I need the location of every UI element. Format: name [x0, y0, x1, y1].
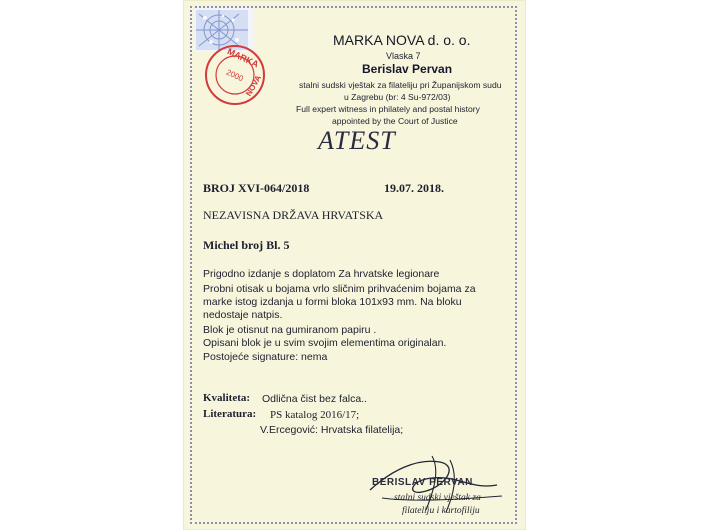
company-name: MARKA NOVA d. o. o. [333, 32, 471, 48]
literature-value-1: PS katalog 2016/17; [270, 409, 360, 421]
header-line-3: Full expert witness in philately and postal history [296, 104, 480, 114]
expert-name: Berislav Pervan [362, 62, 453, 76]
catalog-number: Michel broj Bl. 5 [203, 238, 290, 252]
quality-label: Kvaliteta: [203, 392, 251, 404]
desc-line: nedostaje natpis. [203, 309, 283, 321]
quality-value: Odlična čist bez falca.. [262, 393, 368, 405]
signature-name: BERISLAV PERVAN [372, 477, 473, 488]
certificate-date: 19.07. 2018. [384, 181, 444, 195]
literature-value-2: V.Ercegović: Hrvatska filatelija; [260, 424, 404, 436]
certificate-title: ATEST [318, 126, 396, 155]
desc-line: marke istog izdanja u formi bloka 101x93 mm. Na bloku [203, 296, 462, 308]
seal-center-text: 2000 [224, 67, 245, 84]
desc-line: Prigodno izdanje s doplatom Za hrvatske legionare [203, 268, 440, 280]
signature-line-1: stalni sudski vještak za [394, 493, 481, 503]
signature-line-2: filateliju i kartofiliju [402, 506, 480, 516]
company-address: Vlaska 7 [386, 51, 421, 61]
desc-line: Postojeće signature: nema [203, 351, 328, 363]
seal-top-text: MARKA [225, 46, 261, 70]
seal-bottom-text: NOVA [244, 73, 264, 98]
certificate-number: BROJ XVI-064/2018 [203, 181, 310, 195]
desc-line: Probni otisak u bojama vrlo sličnim prihvaćenim bojama za [203, 283, 476, 295]
country-heading: NEZAVISNA DRŽAVA HRVATSKA [203, 208, 384, 222]
literature-label: Literatura: [203, 408, 257, 420]
desc-line: Blok je otisnut na gumiranom papiru . [203, 324, 377, 336]
desc-line: Opisani blok je u svim svojim elementima originalan. [203, 337, 447, 349]
header-line-1: stalni sudski vještak za filateliju pri Županijskom sudu [299, 80, 502, 90]
header-line-4: appointed by the Court of Justice [332, 116, 458, 126]
header-line-2: u Zagrebu (br: 4 Su-972/03) [344, 92, 451, 102]
company-seal [204, 44, 266, 106]
